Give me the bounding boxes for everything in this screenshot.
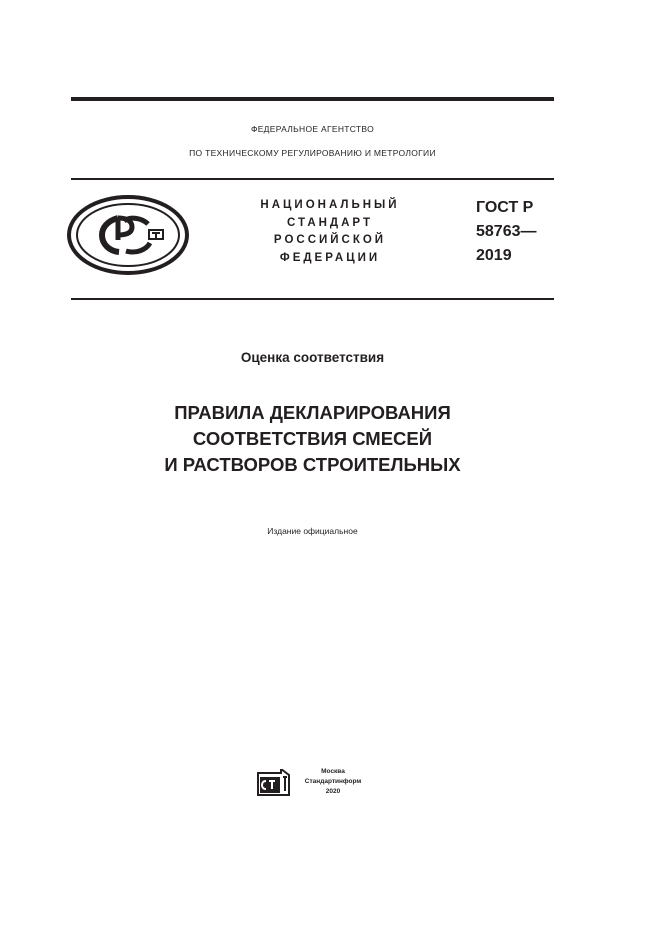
standard-line: ФЕДЕРАЦИИ xyxy=(279,251,381,264)
gost-r-logo-icon xyxy=(66,194,190,276)
publisher-logo-icon xyxy=(256,769,291,797)
title-line: И РАСТВОРОВ СТРОИТЕЛЬНЫХ xyxy=(164,454,461,475)
publisher-block xyxy=(293,767,373,797)
top-rule xyxy=(71,97,554,101)
publisher-city: Москва xyxy=(321,768,345,775)
edition-note: Издание официальное xyxy=(267,526,358,536)
publisher-name: Стандартинформ xyxy=(304,778,362,785)
agency-line-2: ПО ТЕХНИЧЕСКОМУ РЕГУЛИРОВАНИЮ И МЕТРОЛОГИИ xyxy=(189,148,436,158)
standard-line: РОССИЙСКОЙ xyxy=(273,234,387,246)
title-line: ПРАВИЛА ДЕКЛАРИРОВАНИЯ xyxy=(174,402,451,423)
document-subtitle: Оценка соответствия xyxy=(240,350,385,365)
designation-line: ГОСТ Р xyxy=(476,199,534,216)
middle-rule xyxy=(71,178,554,180)
bottom-rule xyxy=(71,298,554,300)
agency-line-1: ФЕДЕРАЛЬНОЕ АГЕНТСТВО xyxy=(250,124,375,134)
standard-line: СТАНДАРТ xyxy=(287,216,373,229)
document-title xyxy=(71,400,554,478)
designation-line: 2019 xyxy=(476,247,512,264)
national-standard-block xyxy=(245,197,415,267)
designation-line: 58763— xyxy=(476,223,537,240)
standard-designation xyxy=(476,196,537,268)
title-line: СООТВЕТСТВИЯ СМЕСЕЙ xyxy=(192,428,433,449)
publication-year: 2020 xyxy=(325,788,341,795)
standard-line: НАЦИОНАЛЬНЫЙ xyxy=(260,199,400,211)
